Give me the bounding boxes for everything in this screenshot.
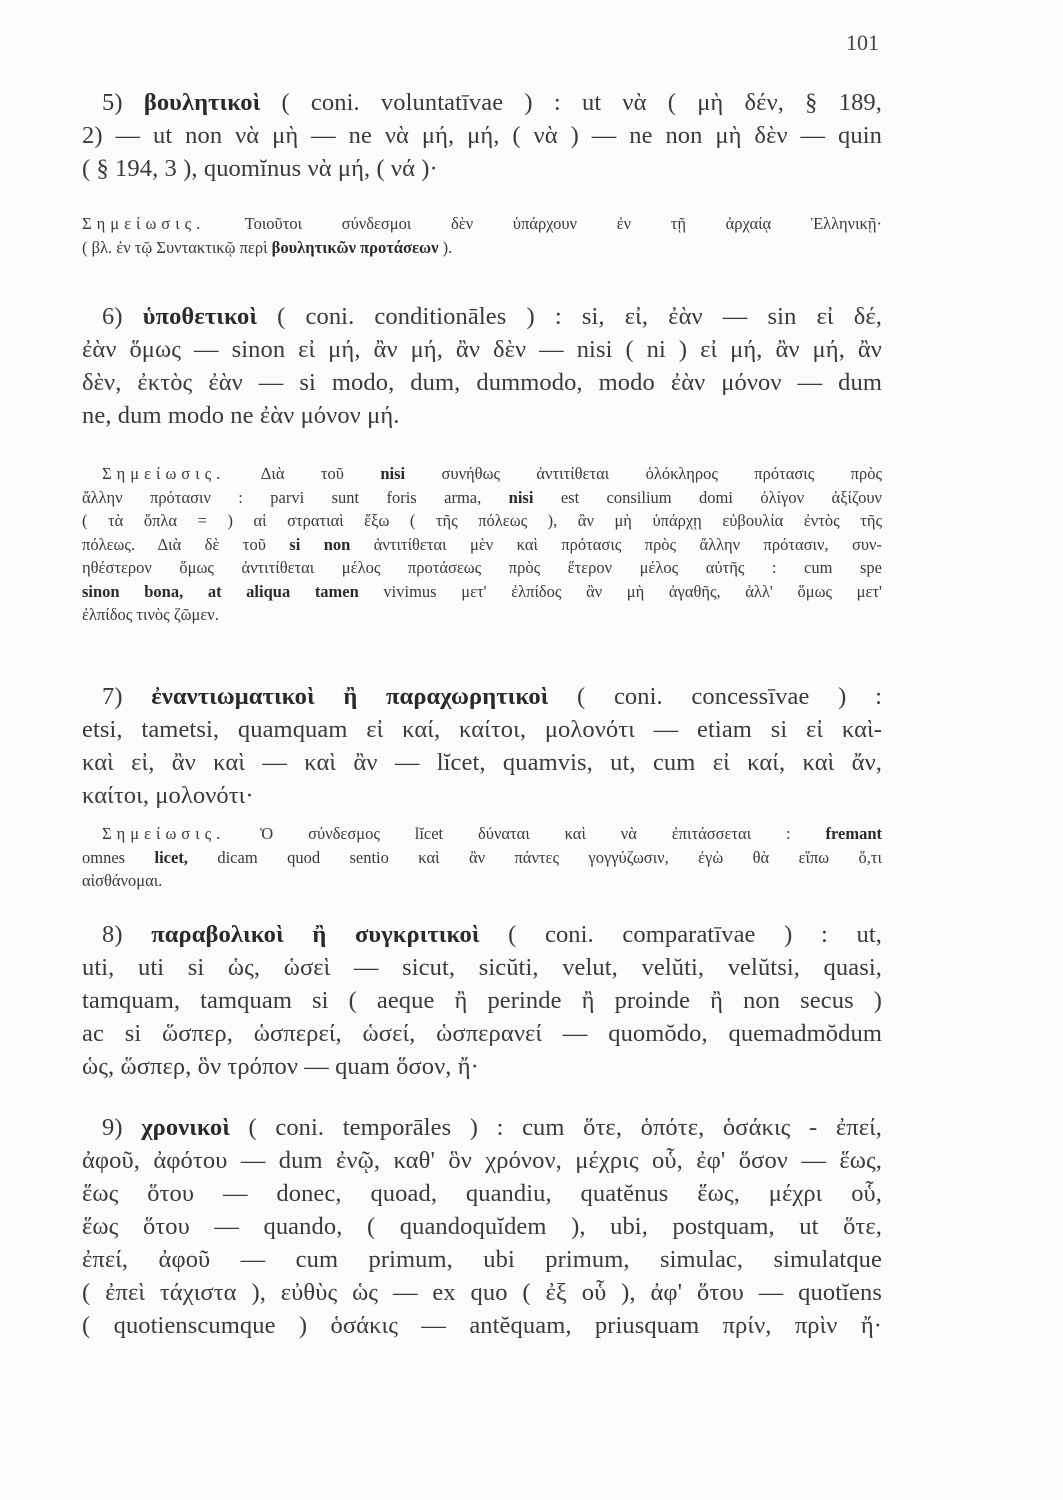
- note-7: [82, 822, 882, 893]
- n6-line-3: ( τὰ ὅπλα = ) αἱ στρατιαὶ ἔξω ( τῆς πόλεως ), ἂν μὴ ὑπάρχῃ εὐβουλία ἐντὸς τῆς: [82, 511, 882, 530]
- s8-line-3: tamquam, tamquam si ( aeque ἢ perinde ἢ proinde ἢ non secus ): [82, 987, 882, 1014]
- n6-line-5: ηθέστερον ὅμως ἀντιτίθεται μέλος προτάσεως πρὸς ἕτερον μέλος αὐτῆς : cum spe: [82, 558, 882, 577]
- s8-line-5: ὡς, ὥσπερ, ὃν τρόπον — quam ὅσον, ἤ·: [82, 1053, 479, 1080]
- n6-line-6: sinon bona, at aliqua tamen vivimus μετ' ἐλπίδος ἂν μὴ ἀγαθῆς, ἀλλ' ὅμως μετ': [82, 581, 882, 601]
- note-6: [82, 462, 882, 627]
- s9-line-5: ἐπεί, ἀφοῦ — cum primum, ubi primum, simulac, simulatque: [82, 1246, 882, 1273]
- page-number: 101: [846, 30, 879, 55]
- n5-line-1: Σημείωσις. Τοιοῦτοι σύνδεσμοι δὲν ὑπάρχουν ἐν τῇ ἀρχαίᾳ Ἑλληνικῇ·: [82, 214, 882, 233]
- s6-line-3: δὲν, ἐκτὸς ἐὰν — si modo, dum, dummodo, modo ἐὰν μόνον — dum: [82, 369, 882, 396]
- n5-line-2: ( βλ. ἐν τῷ Συντακτικῷ περὶ βουλητικῶν προτάσεων ).: [82, 237, 453, 257]
- s5-line-3: ( § 194, 3 ), quomĭnus νὰ μή, ( νά )·: [82, 155, 438, 182]
- s6-line-4: ne, dum modo ne ἐὰν μόνον μή.: [82, 402, 400, 429]
- n6-line-2: ἄλλην πρότασιν : parvi sunt foris arma, nisi est consilium domi ὀλίγον ἀξίζουν: [82, 487, 882, 507]
- s9-line-6: ( ἐπεὶ τάχιστα ), εὐθὺς ὡς — ex quo ( ἐξ οὗ ), ἀφ' ὅτου — quotĭens: [82, 1279, 882, 1306]
- section-5-voluntative: [82, 86, 882, 185]
- s9-line-3: ἕως ὅτου — donec, quoad, quandiu, quatĕnus ἕως, μέχρι οὗ,: [82, 1180, 882, 1207]
- section-7-concessive: [82, 680, 882, 812]
- s9-line-7: ( quotienscumque ) ὁσάκις — antĕquam, priusquam πρίν, πρὶν ἤ·: [82, 1312, 882, 1339]
- s8-term: παραβολικοὶ ἢ συγκριτικοὶ: [151, 921, 480, 948]
- n7-line-3: αἰσθάνομαι.: [82, 871, 163, 890]
- n6-line-1: Σημείωσις. Διὰ τοῦ nisi συνήθως ἀντιτίθεται ὁλόκληρος πρότασις πρὸς: [102, 464, 882, 483]
- s7-line-2: etsi, tametsi, quamquam εἰ καί, καίτοι, μολονότι — etiam si εἰ καὶ-: [82, 716, 882, 743]
- s5-line-2: 2) — ut non νὰ μὴ — ne νὰ μή, μή, ( νὰ ) — ne non μὴ δὲν — quin: [82, 122, 882, 149]
- section-6-conditional: [82, 300, 882, 432]
- s9-term: χρονικοὶ: [141, 1114, 230, 1141]
- s8-line-4: ac si ὥσπερ, ὡσπερεί, ὡσεί, ὡσπερανεί — quomŏdo, quemadmŏdum: [82, 1020, 882, 1047]
- s9-line-1: 9) χρονικοὶ ( coni. temporāles ) : cum ὅτε, ὁπότε, ὁσάκις - ἐπεί,: [102, 1114, 882, 1141]
- s8-line-1: 8) παραβολικοὶ ἢ συγκριτικοὶ ( coni. comparatīvae ) : ut,: [102, 921, 882, 948]
- section-8-comparative: [82, 918, 882, 1083]
- s5-line-1: 5) βουλητικοὶ ( coni. voluntatīvae ) : ut νὰ ( μὴ δέν, § 189,: [102, 89, 882, 116]
- s7-line-3: καὶ εἰ, ἂν καὶ — καὶ ἂν — lĭcet, quamvis, ut, cum εἰ καί, καὶ ἄν,: [82, 749, 882, 776]
- s8-line-2: uti, uti si ὡς, ὡσεὶ — sicut, sicŭti, velut, velŭti, velŭtsi, quasi,: [82, 954, 882, 981]
- n6-line-7: ἐλπίδος τινὸς ζῶμεν.: [82, 605, 219, 624]
- s7-term: ἐναντιωματικοὶ ἢ παραχωρητικοὶ: [151, 683, 549, 710]
- s5-term: βουλητικοὶ: [143, 89, 261, 116]
- s6-line-1: 6) ὑποθετικοὶ ( coni. conditionāles ) : si, εἰ, ἐὰν — sin εἰ δέ,: [102, 303, 882, 330]
- s7-line-4: καίτοι, μολονότι·: [82, 782, 254, 809]
- s6-line-2: ἐὰν ὅμως — sinon εἰ μή, ἂν μή, ἂν δὲν — nisi ( ni ) εἰ μή, ἂν μή, ἂν: [82, 336, 882, 363]
- section-9-temporal: [82, 1111, 882, 1342]
- note-5: [82, 212, 882, 259]
- n7-line-1: Σημείωσις. Ὁ σύνδεσμος lĭcet δύναται καὶ νὰ ἐπιτάσσεται : fremant: [102, 824, 882, 843]
- s7-line-1: 7) ἐναντιωματικοὶ ἢ παραχωρητικοὶ ( coni. concessīvae ) :: [102, 683, 882, 710]
- n7-line-2: omnes licet, dicam quod sentio καὶ ἂν πάντες γογγύζωσιν, ἐγὼ θὰ εἴπω ὅ,τι: [82, 847, 882, 867]
- s9-line-4: ἕως ὅτου — quando, ( quandoquĭdem ), ubi, postquam, ut ὅτε,: [82, 1213, 882, 1240]
- s6-term: ὑποθετικοὶ: [142, 303, 258, 330]
- s9-line-2: ἀφοῦ, ἀφότου — dum ἐνῷ, καθ' ὃν χρόνον, μέχρις οὗ, ἐφ' ὅσον — ἕως,: [82, 1147, 882, 1174]
- n6-line-4: πόλεως. Διὰ δὲ τοῦ si non ἀντιτίθεται μὲν καὶ πρότασις πρὸς ἄλλην πρότασιν, συν-: [82, 534, 882, 554]
